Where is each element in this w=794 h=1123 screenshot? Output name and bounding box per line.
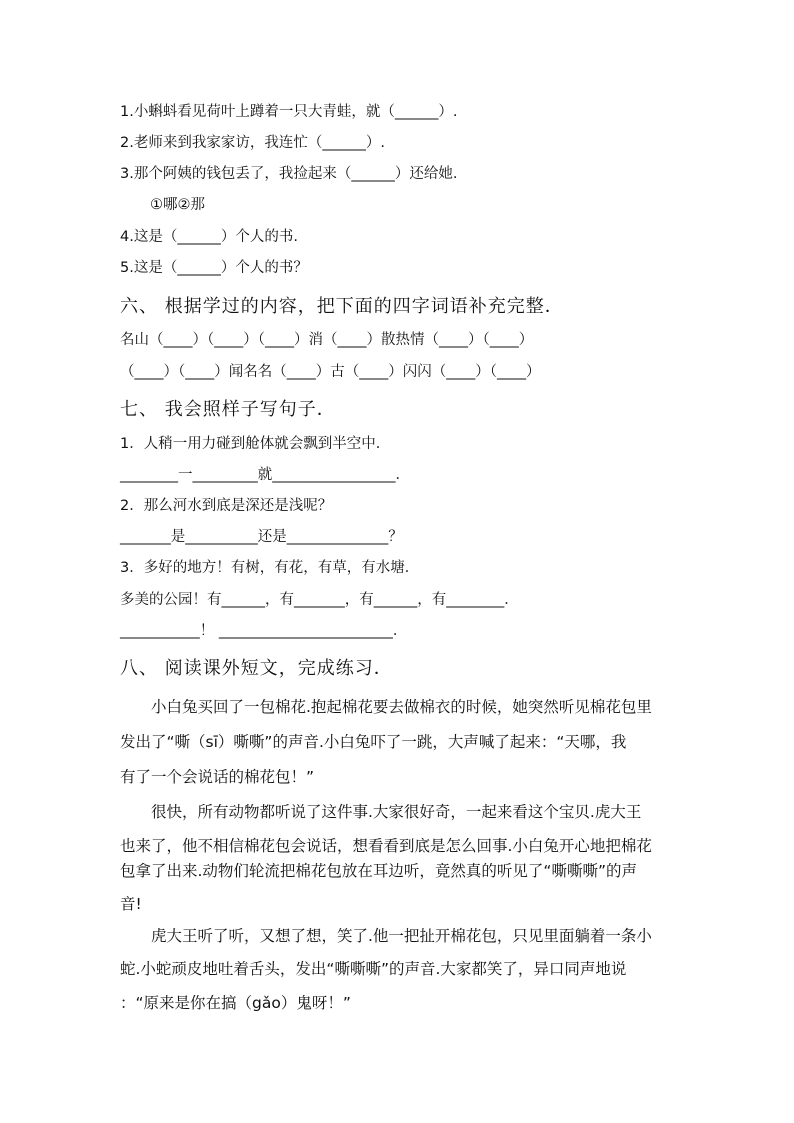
question-5-3: 3.那个阿姨的钱包丢了，我捡起来（______）还给她.	[120, 166, 458, 182]
question-5-4: 4.这是（______）个人的书.	[120, 229, 298, 245]
passage-line: 很快，所有动物都听说了这件事.大家很好奇，一起来看这个宝贝.虎大王	[120, 803, 642, 821]
passage-line: 虎大王听了听，又想了想，笑了.他一把扯开棉花包，只见里面躺着一条小	[120, 927, 652, 945]
question-5-2: 2.老师来到我家家访，我连忙（______）.	[120, 135, 385, 151]
answer-line-1: ________一_________就_________________．	[120, 467, 410, 483]
passage-line: 包拿了出来.动物们轮流把棉花包放在耳边听，竟然真的听见了“嘶嘶嘶”的声	[120, 862, 637, 880]
question-5-5: 5.这是（______）个人的书？	[120, 260, 308, 276]
answer-line-3b: ___________！ ________________________．	[120, 623, 408, 639]
idiom-row-2: （____）（____）闻名名（____）古（____）闪闪（____）（____）	[120, 364, 541, 380]
answer-options: ①哪②那	[150, 197, 205, 213]
section-7-heading: 七、 我会照样子写句子．	[120, 399, 336, 420]
passage-line: 也来了，他不相信棉花包会说话，想看看到底是怎么回事.小白兔开心地把棉花	[120, 837, 652, 855]
answer-line-3: 多美的公园！有______，有_______，有______，有________．	[120, 592, 519, 608]
passage-line: 音!	[120, 895, 142, 913]
section-6-heading: 六、 根据学过的内容，把下面的四字词语补充完整．	[120, 296, 564, 317]
example-sentence-3: 3．多好的地方！有树，有花，有草，有水塘．	[120, 560, 420, 576]
example-sentence-2: 2．那么河水到底是深还是浅呢？	[120, 498, 333, 514]
passage-line: 蛇.小蛇顽皮地吐着舌头，发出“嘶嘶嘶”的声音.大家都笑了，异口同声地说	[120, 960, 627, 978]
section-8-heading: 八、 阅读课外短文，完成练习．	[120, 658, 393, 679]
idiom-row-1: 名山（____）（____）（____）消（____）散热情（____）（____）	[120, 332, 534, 348]
passage-line: 有了一个会说话的棉花包！”	[120, 768, 315, 786]
passage-line: 小白兔买回了一包棉花.抱起棉花要去做棉衣的时候，她突然听见棉花包里	[120, 698, 652, 716]
example-sentence-1: 1．人稍一用力碰到舱体就会飘到半空中．	[120, 436, 391, 452]
question-5-1: 1.小蝌蚪看见荷叶上蹲着一只大青蛙，就（______）.	[120, 104, 458, 120]
passage-line: 发出了“嘶（sī）嘶嘶”的声音.小白兔吓了一跳，大声喊了起来：“天哪，我	[120, 733, 627, 751]
answer-line-2: _______是__________还是______________？	[120, 529, 403, 545]
passage-line: ：“原来是你在搞（gǎo）鬼呀！”	[120, 994, 351, 1012]
